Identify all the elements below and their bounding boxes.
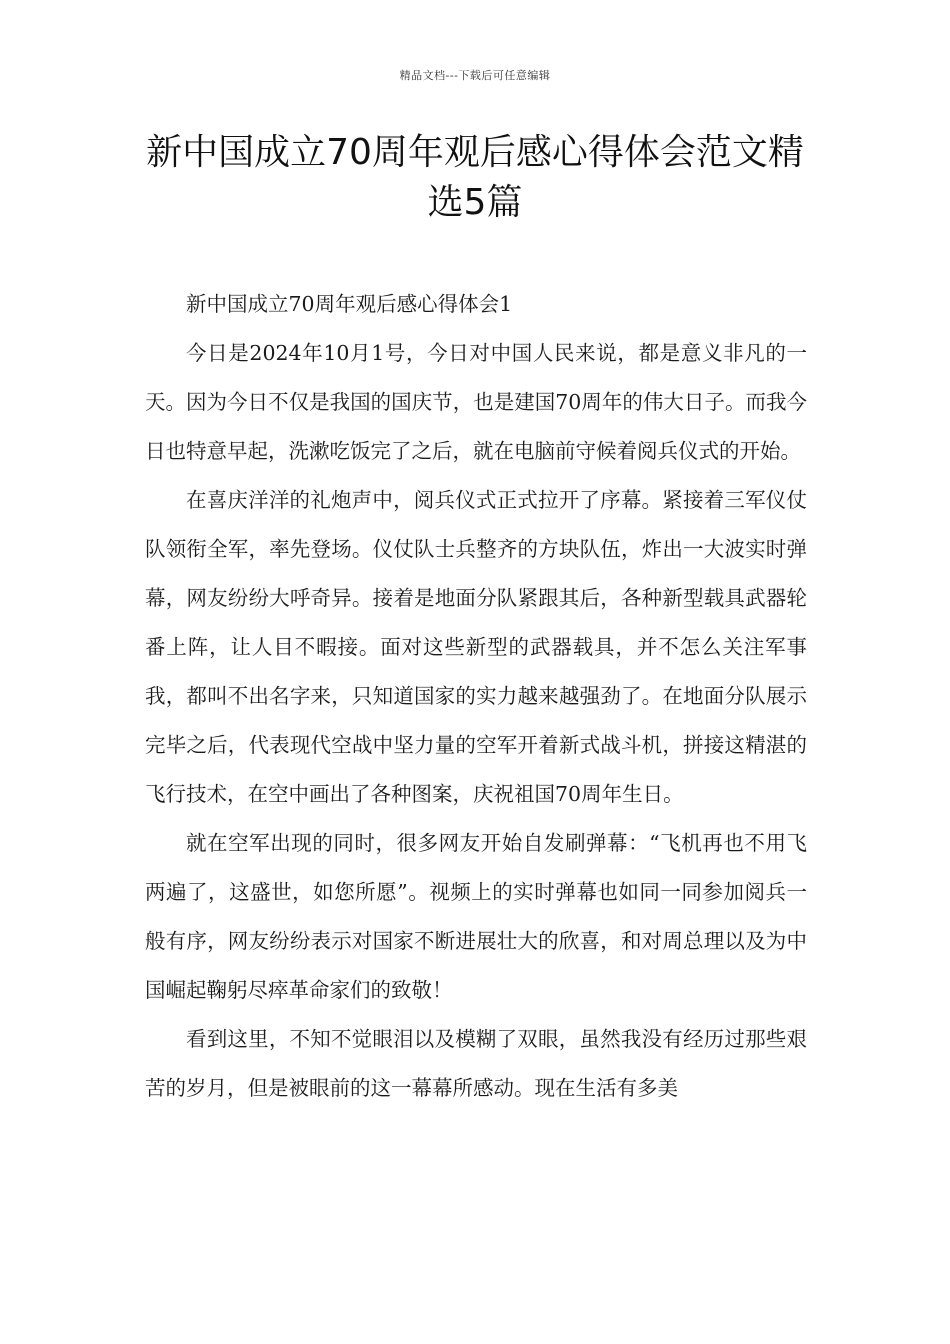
section-heading: 新中国成立70周年观后感心得体会1 [186,292,513,316]
paragraph: 今日是2024年10月1号，今日对中国人民来说，都是意义非凡的一天。因为今日不仅是我国的国庆节，也是建国70周年的伟大日子。而我今日也特意早起，洗漱吃饭完了之后，就在电脑前守候着阅兵仪式的开始。 [145,341,807,463]
paragraph: 就在空军出现的同时，很多网友开始自发刷弹幕：“飞机再也不用飞两遍了，这盛世，如您所愿”。视频上的实时弹幕也如同一同参加阅兵一般有序，网友纷纷表示对国家不断进展壮大的欣喜，和对周总理以及为中国崛起鞠躬尽瘁革命家们的致敬！ [145,831,807,1002]
paragraph: 看到这里，不知不觉眼泪以及模糊了双眼，虽然我没有经历过那些艰苦的岁月，但是被眼前的这一幕幕所感动。现在生活有多美 [145,1027,807,1100]
document-body [145,280,807,1113]
header-note: 精品文档---下载后可任意编辑 [399,69,551,82]
paragraph: 在喜庆洋洋的礼炮声中，阅兵仪式正式拉开了序幕。紧接着三军仪仗队领衔全军，率先登场。仪仗队士兵整齐的方块队伍，炸出一大波实时弹幕，网友纷纷大呼奇异。接着是地面分队紧跟其后，各种新型载具武器轮番上阵，让人目不暇接。面对这些新型的武器载具，并不怎么关注军事我，都叫不出名字来，只知道国家的实力越来越强劲了。在地面分队展示完毕之后，代表现代空战中坚力量的空军开着新式战斗机，拼接这精湛的飞行技术，在空中画出了各种图案，庆祝祖国70周年生日。 [145,488,807,806]
document-title: 新中国成立70周年观后感心得体会范文精选5篇 [146,132,804,223]
